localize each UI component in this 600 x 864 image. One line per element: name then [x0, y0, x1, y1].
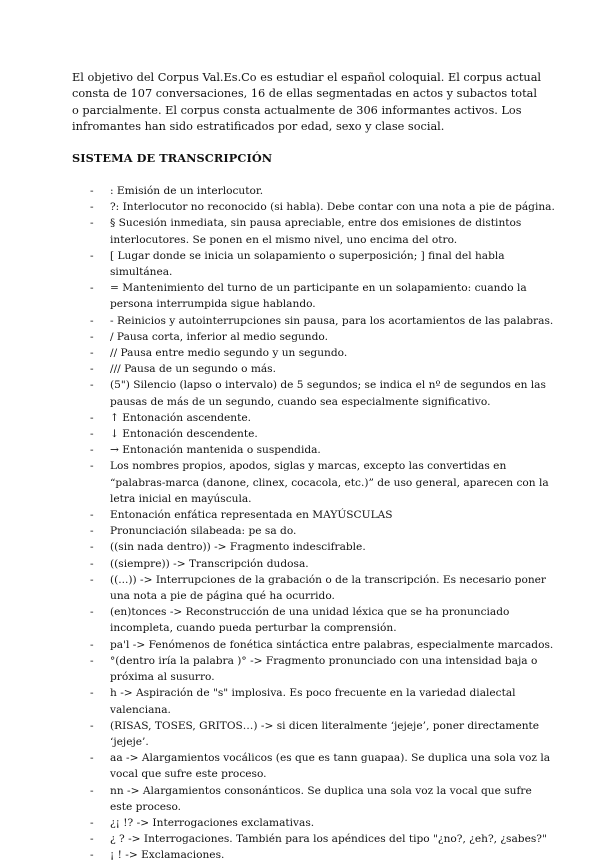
- bullet-dash: -: [90, 330, 94, 343]
- list-item-text: aa -> Alargamientos vocálicos (es que es tann guapaa). Se duplica una sola voz la vocal que sufre este proceso.: [110, 752, 551, 781]
- list-item: [0, 426, 555, 442]
- bullet-dash: -: [90, 411, 94, 424]
- bullet-dash: -: [90, 525, 94, 538]
- list-item: [0, 329, 555, 345]
- list-item: [0, 313, 555, 329]
- list-item: [0, 280, 555, 312]
- list-item: [0, 248, 555, 280]
- list-item: [0, 410, 555, 426]
- bullet-dash: -: [90, 249, 94, 262]
- bullet-dash: -: [90, 347, 94, 360]
- intro-paragraph: El objetivo del Corpus Val.Es.Co es estudiar el español coloquial. El corpus actual consta de 107 conversaciones, 16 de ellas segmentadas en actos y subactos total o parcialmente. El corpus consta actualmente de 306 informantes activos. Los infromantes han sido estratificados por edad, sexo y clase social.: [72, 71, 542, 133]
- bullet-dash: -: [90, 509, 94, 522]
- bullet-dash: -: [90, 606, 94, 619]
- list-item: [0, 783, 555, 815]
- list-item: [0, 556, 555, 572]
- list-item: [0, 653, 555, 685]
- list-item: [0, 442, 555, 458]
- list-item-text: ↑ Entonación ascendente.: [110, 411, 252, 424]
- list-item: [0, 199, 555, 215]
- bullet-dash: -: [90, 541, 94, 554]
- bullet-dash: -: [90, 752, 94, 765]
- list-item-text: → Entonación mantenida o suspendida.: [110, 444, 321, 457]
- list-item-text: Pronunciación silabeada: pe sa do.: [110, 525, 297, 538]
- list-item: [0, 750, 555, 782]
- list-item-text: Entonación enfática representada en MAYÚSCULAS: [110, 509, 393, 522]
- list-item: [0, 847, 555, 863]
- section-heading: SISTEMA DE TRANSCRIPCIÓN: [72, 151, 273, 165]
- list-item-text: ↓ Entonación descendente.: [110, 428, 258, 441]
- bullet-dash: -: [90, 816, 94, 829]
- bullet-dash: -: [90, 849, 94, 862]
- list-item-text: ¿¡ !? -> Interrogaciones exclamativas.: [110, 816, 315, 829]
- list-item-text: (RISAS, TOSES, GRITOS…) -> si dicen literalmente ‘jejeje’, poner directamente ‘jejeje’.: [110, 719, 540, 748]
- list-item-text: ((...)) -> Interrupciones de la grabación o de la transcripción. Es necesario poner una nota a pie de página qué ha ocurrido.: [110, 573, 546, 603]
- bullet-dash: -: [90, 654, 94, 667]
- list-item: [0, 718, 555, 750]
- list-item-text: : Emisión de un interlocutor.: [110, 185, 264, 197]
- list-item-text: ((siempre)) -> Transcripción dudosa.: [110, 557, 309, 570]
- list-item-text: § Sucesión inmediata, sin pausa apreciable, entre dos emisiones de distintos interlocutores. Se ponen en el mismo nivel, uno encima del otro.: [110, 217, 522, 246]
- list-item-text: ¿ ? -> Interrogaciones. También para los apéndices del tipo "¿no?, ¿eh?, ¿sabes?": [110, 833, 547, 846]
- bullet-dash: -: [90, 557, 94, 570]
- bullet-dash: -: [90, 363, 94, 376]
- list-item-text: h -> Aspiración de "s" implosiva. Es poco frecuente en la variedad dialectal valenciana.: [110, 687, 516, 716]
- bullet-dash: -: [90, 379, 94, 392]
- bullet-dash: -: [90, 833, 94, 846]
- list-item: [0, 604, 555, 636]
- list-item-text: (5") Silencio (lapso o intervalo) de 5 segundos; se indica el nº de segundos en las pausas de más de un segundo, cuando sea especialmente significativo.: [110, 379, 546, 408]
- bullet-dash: -: [90, 460, 94, 473]
- list-item: [0, 539, 555, 555]
- bullet-dash: -: [90, 314, 94, 327]
- bullet-dash: -: [90, 428, 94, 441]
- list-item-text: ((sin nada dentro)) -> Fragmento indescifrable.: [110, 541, 366, 554]
- list-item-text: /// Pausa de un segundo o más.: [110, 363, 276, 376]
- list-item-text: ?: Interlocutor no reconocido (si habla). Debe contar con una nota a pie de página.: [110, 201, 555, 214]
- list-item: [0, 507, 555, 523]
- bullet-dash: -: [90, 784, 94, 797]
- list-item: [0, 637, 555, 653]
- list-item-text: = Mantenimiento del turno de un participante en un solapamiento: cuando la persona interrumpida sigue hablando.: [110, 282, 527, 311]
- list-item-text: Los nombres propios, apodos, siglas y marcas, excepto las convertidas en “palabras-marca (danone, clinex, cocacola, etc.)” de uso general, aparecen con la letra inicial en mayúscula.: [110, 460, 549, 505]
- list-item: [0, 685, 555, 717]
- bullet-dash: -: [90, 444, 94, 457]
- list-item: [0, 183, 555, 199]
- list-item: [0, 523, 555, 539]
- list-item: [0, 815, 555, 831]
- list-item: [0, 215, 555, 247]
- list-item: [0, 361, 555, 377]
- bullet-dash: -: [90, 185, 94, 197]
- list-item: [0, 377, 555, 409]
- list-item: [0, 458, 555, 507]
- bullet-dash: -: [90, 719, 94, 732]
- list-item: [0, 572, 555, 604]
- bullet-dash: -: [90, 573, 94, 586]
- list-item-text: - Reinicios y autointerrupciones sin pausa, para los acortamientos de las palabras.: [110, 314, 554, 327]
- list-item-text: // Pausa entre medio segundo y un segundo.: [110, 347, 348, 360]
- list-item-text: [ Lugar donde se inicia un solapamiento o superposición; ] final del habla simultánea.: [110, 249, 505, 279]
- bullet-dash: -: [90, 201, 94, 214]
- list-item-text: nn -> Alargamientos consonánticos. Se duplica una sola voz la vocal que sufre este proceso.: [110, 784, 532, 813]
- bullet-dash: -: [90, 217, 94, 230]
- bullet-dash: -: [90, 282, 94, 295]
- list-item-text: ¡ ! -> Exclamaciones.: [110, 849, 225, 862]
- transcription-list: [0, 183, 600, 864]
- list-item-text: (en)tonces -> Reconstrucción de una unidad léxica que se ha pronunciado incompleta, cuando pueda perturbar la comprensión.: [110, 606, 510, 635]
- list-item-text: °(dentro iría la palabra )° -> Fragmento pronunciado con una intensidad baja o próxima al susurro.: [110, 654, 538, 684]
- bullet-dash: -: [90, 687, 94, 700]
- list-item-text: pa'l -> Fenómenos de fonética sintáctica entre palabras, especialmente marcados.: [110, 638, 554, 651]
- bullet-dash: -: [90, 638, 94, 651]
- list-item: [0, 345, 555, 361]
- list-item-text: / Pausa corta, inferior al medio segundo.: [110, 330, 328, 343]
- list-item: [0, 831, 555, 847]
